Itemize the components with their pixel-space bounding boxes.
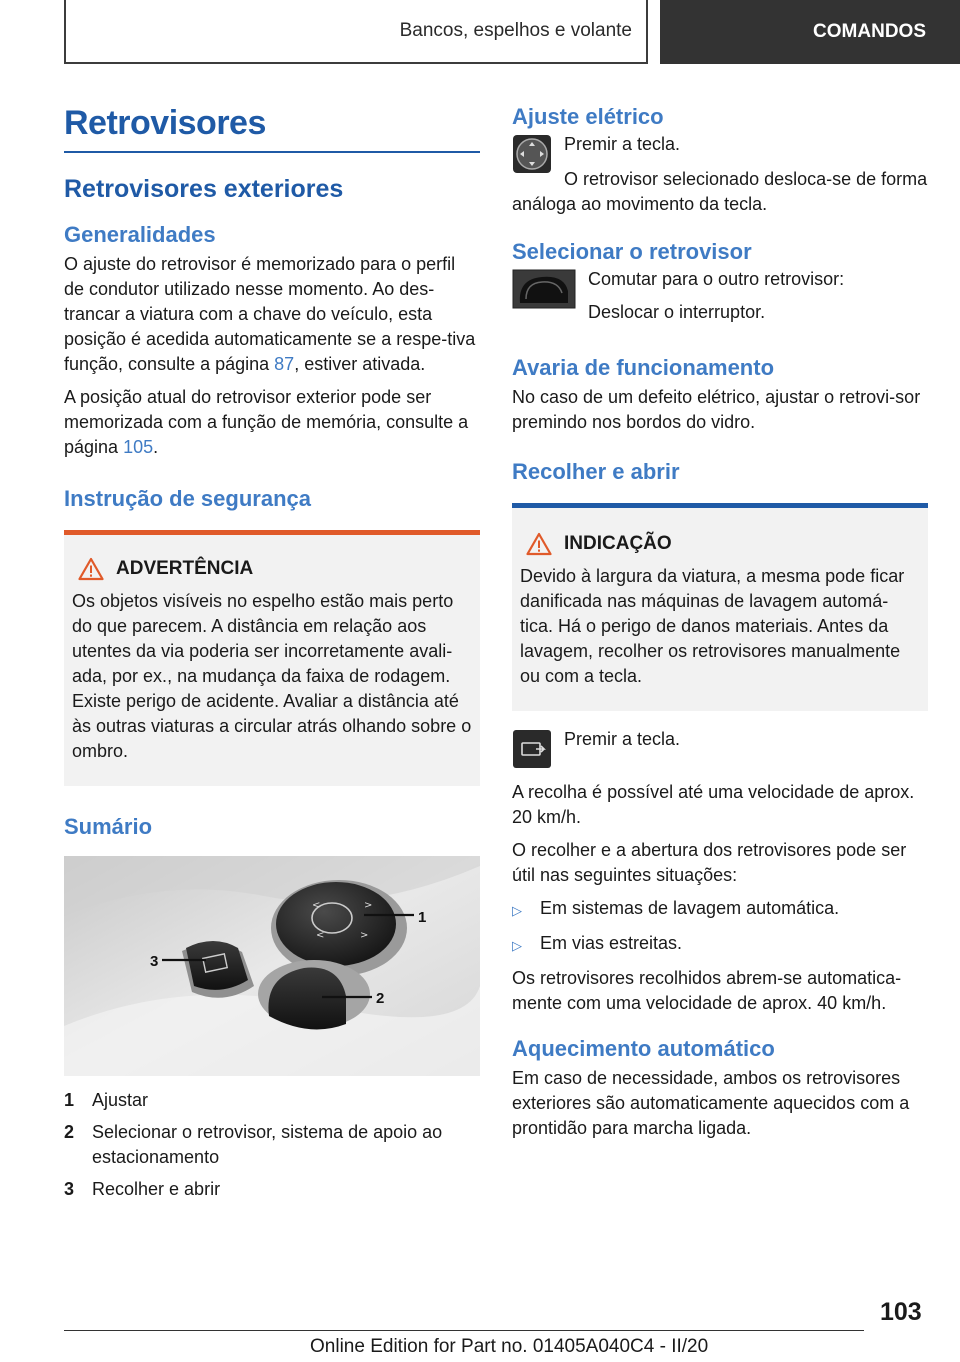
- notice-text: Devido à largura da viatura, a mesma pode ficar danificada nas máquinas de lavagem automá-tica. Há o perigo de danos materiais. Antes da lavagem, recolher os retrovisores manualmente ou com a tecla.: [520, 566, 905, 686]
- list-item: ▷ Em vias estreitas.: [512, 931, 928, 958]
- summary-heading: Sumário: [64, 814, 153, 839]
- right-column: [512, 96, 928, 1149]
- header-section: [64, 0, 648, 64]
- select-heading: Selecionar o retrovisor: [512, 239, 752, 264]
- section-title: Retrovisores exteriores: [64, 175, 344, 203]
- fold-step-1: Premir a tecla.: [564, 729, 681, 749]
- malfunction-text: No caso de um defeito elétrico, ajustar o retrovi-sor premindo nos bordos do vidro.: [512, 387, 921, 432]
- warning-title: ADVERTÊNCIA: [116, 558, 254, 579]
- select-step-2: Deslocar o interruptor.: [588, 302, 766, 322]
- svg-text:<: <: [316, 930, 325, 941]
- mirror-controls-figure: [64, 856, 480, 1076]
- notice-box: [512, 503, 928, 711]
- header-chapter: [660, 0, 960, 64]
- general-paragraph-2: A posição atual do retrovisor exterior pode ser memorizada com a função de memória, consulte a página 105.: [64, 387, 469, 457]
- warning-header: [72, 557, 472, 581]
- fold-heading: Recolher e abrir: [512, 459, 680, 484]
- general-paragraph-1: O ajuste do retrovisor é memorizado para o perfil de condutor utilizado nesse momento. Ao des-trancar a viatura com a chave do veículo, esta posição é acedida automaticamente se a respe-tiva função, consulte a página 87, estiver ativada.: [64, 254, 476, 374]
- header-chapter-title: COMANDOS: [813, 21, 926, 42]
- footer-divider: [64, 1330, 864, 1331]
- safety-heading: Instrução de segurança: [64, 486, 311, 511]
- mirror-switch-icon: [512, 269, 576, 314]
- page-link-87[interactable]: 87: [274, 354, 295, 374]
- warning-box: [64, 530, 480, 786]
- mirror-fold-icon: [512, 729, 552, 774]
- header-section-title: Bancos, espelhos e volante: [399, 20, 632, 41]
- electric-step-1: Premir a tecla.: [564, 134, 681, 154]
- callout-2: 2: [376, 990, 385, 1007]
- svg-text:>: >: [364, 900, 373, 911]
- select-step-1: Comutar para o outro retrovisor:: [588, 269, 845, 289]
- warning-triangle-icon: [526, 532, 552, 556]
- general-heading: Generalidades: [64, 222, 216, 247]
- bullet-triangle-icon: ▷: [512, 938, 522, 953]
- page-link-105[interactable]: 105: [123, 437, 154, 457]
- fold-situations-text: O recolher e a abertura dos retrovisores pode ser útil nas seguintes situações:: [512, 840, 907, 885]
- electric-heading: Ajuste elétrico: [512, 104, 664, 129]
- warning-triangle-icon: [78, 557, 104, 581]
- directional-pad-icon: [512, 134, 552, 179]
- callout-1: 1: [418, 909, 427, 926]
- notice-header: [520, 532, 920, 556]
- svg-text:>: >: [360, 930, 369, 941]
- malfunction-heading: Avaria de funcionamento: [512, 355, 775, 380]
- notice-title: INDICAÇÃO: [564, 533, 672, 554]
- select-mirror-block: [512, 269, 928, 333]
- left-column: [64, 96, 480, 1209]
- figure-legend: [64, 1088, 480, 1202]
- legend-item: 3 Recolher e abrir: [64, 1179, 221, 1199]
- fold-situations-list: [512, 896, 928, 958]
- list-item: ▷ Em sistemas de lavagem automática.: [512, 896, 928, 923]
- callout-3: 3: [150, 953, 159, 970]
- heating-heading: Aquecimento automático: [512, 1036, 775, 1061]
- legend-item: 2 Selecionar o retrovisor, sistema de apoio ao estacionamento: [64, 1122, 443, 1167]
- page-number: 103: [880, 1298, 922, 1326]
- footer-edition: Online Edition for Part no. 01405A040C4 - II/20: [310, 1336, 709, 1357]
- page-title: Retrovisores: [64, 104, 480, 153]
- fold-speed-text: A recolha é possível até uma velocidade de aprox. 20 km/h.: [512, 782, 915, 827]
- fold-button-block: [512, 729, 928, 774]
- heating-text: Em caso de necessidade, ambos os retrovisores exteriores são automaticamente aquecidos com a prontidão para marcha ligada.: [512, 1068, 910, 1138]
- bullet-triangle-icon: ▷: [512, 903, 522, 918]
- legend-item: 1 Ajustar: [64, 1090, 149, 1110]
- electric-step-2: O retrovisor selecionado desloca-se de forma análoga ao movimento da tecla.: [512, 169, 928, 214]
- warning-text: Os objetos visíveis no espelho estão mais perto do que parecem. A distância em relação aos utentes da via poderia ser incorretamente avali-ada, por ex., na mudança da faixa de rodagem. Existe perigo de acidente. Avaliar a distância até às outras viaturas a circular atrás olhando sobre o ombro.: [72, 591, 472, 761]
- fold-auto-open-text: Os retrovisores recolhidos abrem-se automatica-mente com uma velocidade de aprox. 40 km/h.: [512, 968, 902, 1013]
- svg-text:<: <: [312, 900, 321, 911]
